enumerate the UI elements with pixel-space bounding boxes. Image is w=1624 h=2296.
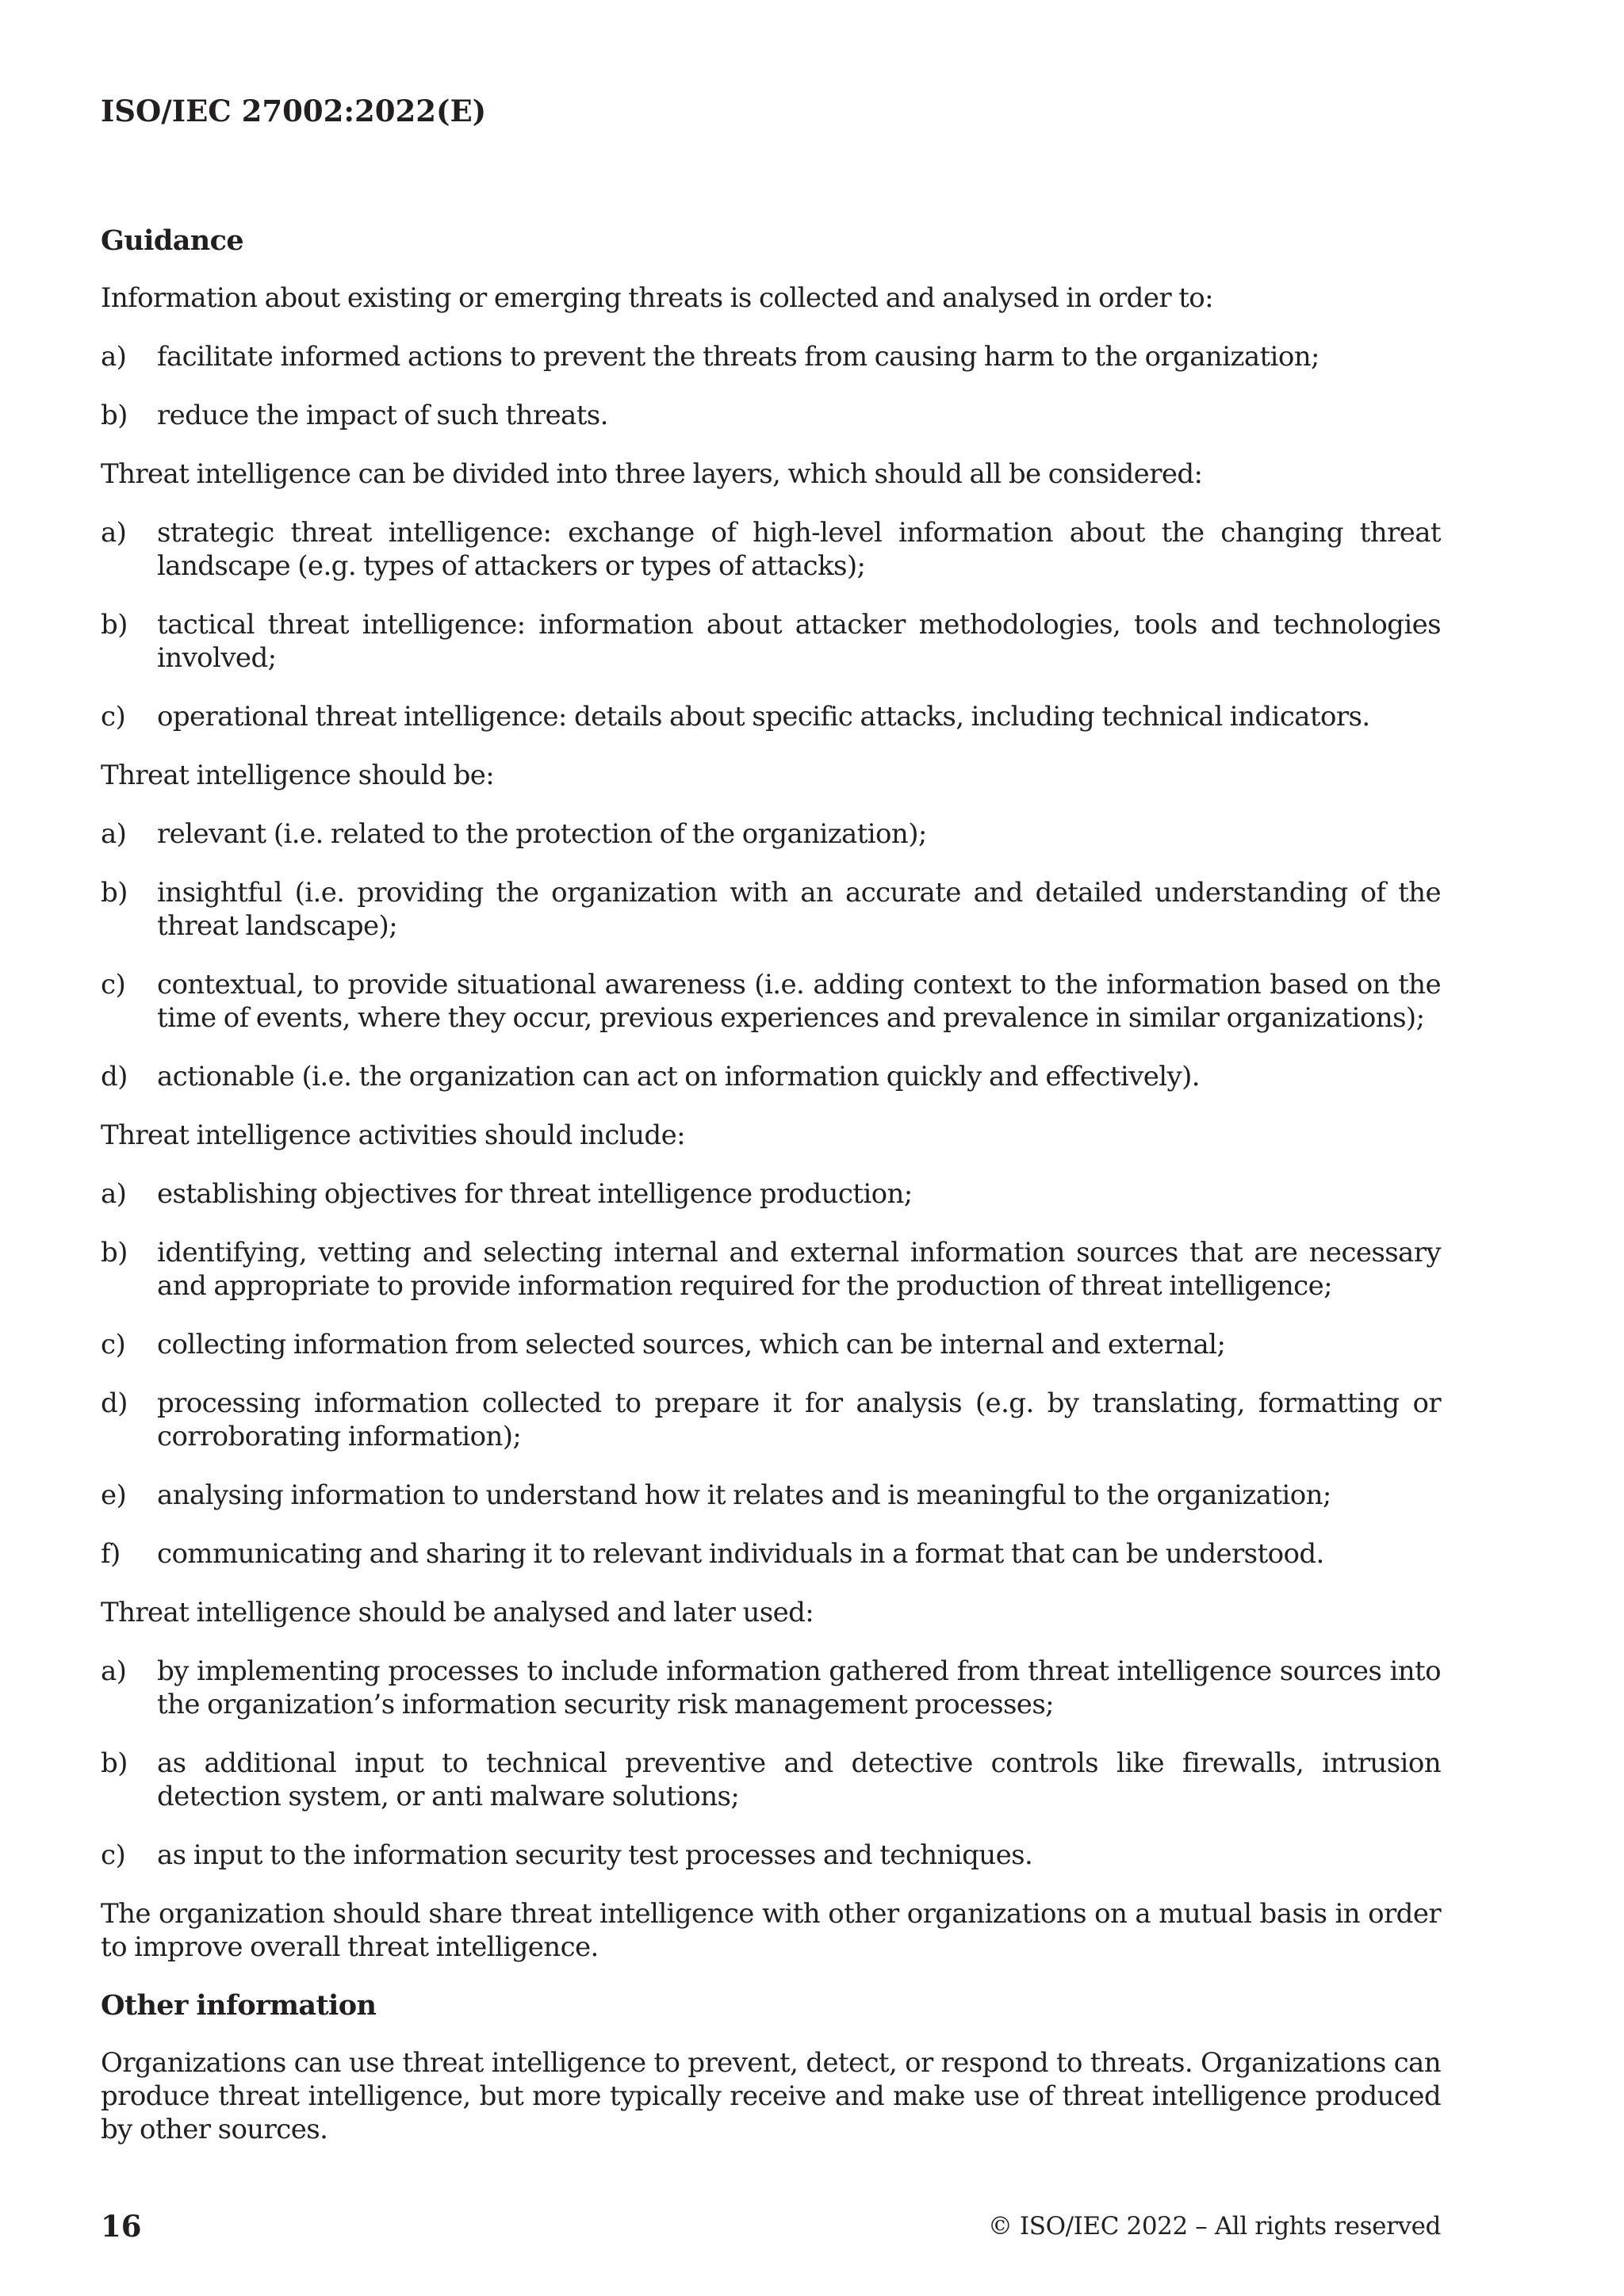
section-heading-other-information: Other information: [101, 1989, 377, 2022]
paragraph: Information about existing or emerging threats is collected and analysed in order to:: [101, 282, 1214, 314]
list-marker: e): [101, 1479, 127, 1511]
list-activities: [101, 1177, 1441, 1571]
list-item: [101, 608, 1441, 675]
list-item-text: communicating and sharing it to relevant individuals in a format that can be understood.: [157, 1538, 1324, 1570]
paragraph: The organization should share threat intelligence with other organizations on a mutual basis in order to improve overall threat intelligence.: [101, 1898, 1441, 1963]
list-item: [101, 1479, 1441, 1512]
list-item-text: actionable (i.e. the organization can act on information quickly and effectively).: [157, 1061, 1201, 1093]
list-item-text: by implementing processes to include information gathered from threat intelligence sources into the organization’s information security risk management processes;: [157, 1655, 1441, 1720]
list-item: [101, 1060, 1441, 1093]
list-item-text: operational threat intelligence: details about specific attacks, including technical indicators.: [157, 701, 1370, 733]
list-item: [101, 1747, 1441, 1813]
list-marker: b): [101, 609, 128, 641]
list-item: [101, 876, 1441, 943]
list-marker: a): [101, 517, 127, 549]
list-item: [101, 968, 1441, 1035]
list-item: [101, 1839, 1441, 1872]
list-item-text: tactical threat intelligence: information about attacker methodologies, tools and technologies involved;: [157, 609, 1441, 674]
list-layers: [101, 516, 1441, 733]
list-item: [101, 399, 1441, 432]
list-item: [101, 1387, 1441, 1453]
list-marker: c): [101, 1329, 126, 1360]
list-item-text: as additional input to technical preventive and detective controls like firewalls, intrusion detection system, or anti malware solutions;: [157, 1747, 1441, 1812]
list-marker: a): [101, 1178, 127, 1210]
list-marker: c): [101, 1839, 126, 1871]
list-item-text: facilitate informed actions to prevent the threats from causing harm to the organization;: [157, 341, 1320, 373]
list-qualities: [101, 817, 1441, 1093]
list-marker: b): [101, 877, 128, 909]
list-item: [101, 817, 1441, 851]
page-number: 16: [101, 2209, 142, 2244]
paragraph: Threat intelligence should be analysed and later used:: [101, 1597, 814, 1628]
list-purposes: [101, 340, 1441, 432]
list-item-text: strategic threat intelligence: exchange of high-level information about the changing threat landscape (e.g. types of attackers or types of attacks);: [157, 517, 1441, 582]
section-heading-guidance: Guidance: [101, 224, 244, 257]
list-item-text: collecting information from selected sources, which can be internal and external;: [157, 1329, 1226, 1360]
list-marker: c): [101, 701, 126, 733]
list-marker: a): [101, 1655, 127, 1687]
list-item-text: insightful (i.e. providing the organization with an accurate and detailed understanding of the threat landscape);: [157, 877, 1441, 942]
list-item-text: relevant (i.e. related to the protection of the organization);: [157, 818, 927, 850]
list-marker: d): [101, 1061, 128, 1093]
list-item: [101, 1236, 1441, 1303]
list-item-text: establishing objectives for threat intelligence production;: [157, 1178, 913, 1210]
list-marker: a): [101, 818, 127, 850]
paragraph: Threat intelligence should be:: [101, 760, 495, 791]
list-item-text: contextual, to provide situational awareness (i.e. adding context to the information based on the time of events, where they occur, previous experiences and prevalence in similar organizations);: [157, 969, 1441, 1034]
paragraph: Threat intelligence can be divided into three layers, which should all be considered:: [101, 458, 1203, 490]
copyright-notice: © ISO/IEC 2022 – All rights reserved: [987, 2212, 1441, 2241]
list-item: [101, 1655, 1441, 1721]
list-item: [101, 1177, 1441, 1211]
list-marker: f): [101, 1538, 121, 1570]
list-item-text: analysing information to understand how it relates and is meaningful to the organization;: [157, 1479, 1331, 1511]
list-marker: a): [101, 341, 127, 373]
list-uses: [101, 1655, 1441, 1872]
list-marker: d): [101, 1387, 128, 1419]
list-item: [101, 1537, 1441, 1571]
list-marker: b): [101, 1747, 128, 1779]
list-item: [101, 516, 1441, 583]
list-item-text: as input to the information security test processes and techniques.: [157, 1839, 1033, 1871]
list-item-text: reduce the impact of such threats.: [157, 400, 608, 431]
list-item: [101, 340, 1441, 373]
list-item: [101, 700, 1441, 733]
list-item: [101, 1328, 1441, 1361]
list-marker: b): [101, 400, 128, 431]
document-body: [101, 224, 1441, 2172]
list-marker: c): [101, 969, 126, 1001]
list-item-text: processing information collected to prepare it for analysis (e.g. by translating, formatting or corroborating information);: [157, 1387, 1441, 1452]
list-item-text: identifying, vetting and selecting internal and external information sources that are necessary and appropriate to provide information required for the production of threat intelligence;: [157, 1237, 1441, 1302]
document-identifier: ISO/IEC 27002:2022(E): [101, 94, 487, 128]
list-marker: b): [101, 1237, 128, 1269]
paragraph: Threat intelligence activities should include:: [101, 1119, 685, 1151]
paragraph: Organizations can use threat intelligence to prevent, detect, or respond to threats. Organizations can produce threat intelligence, but more typically receive and make use of threat intelligence produced by other sources.: [101, 2047, 1441, 2145]
